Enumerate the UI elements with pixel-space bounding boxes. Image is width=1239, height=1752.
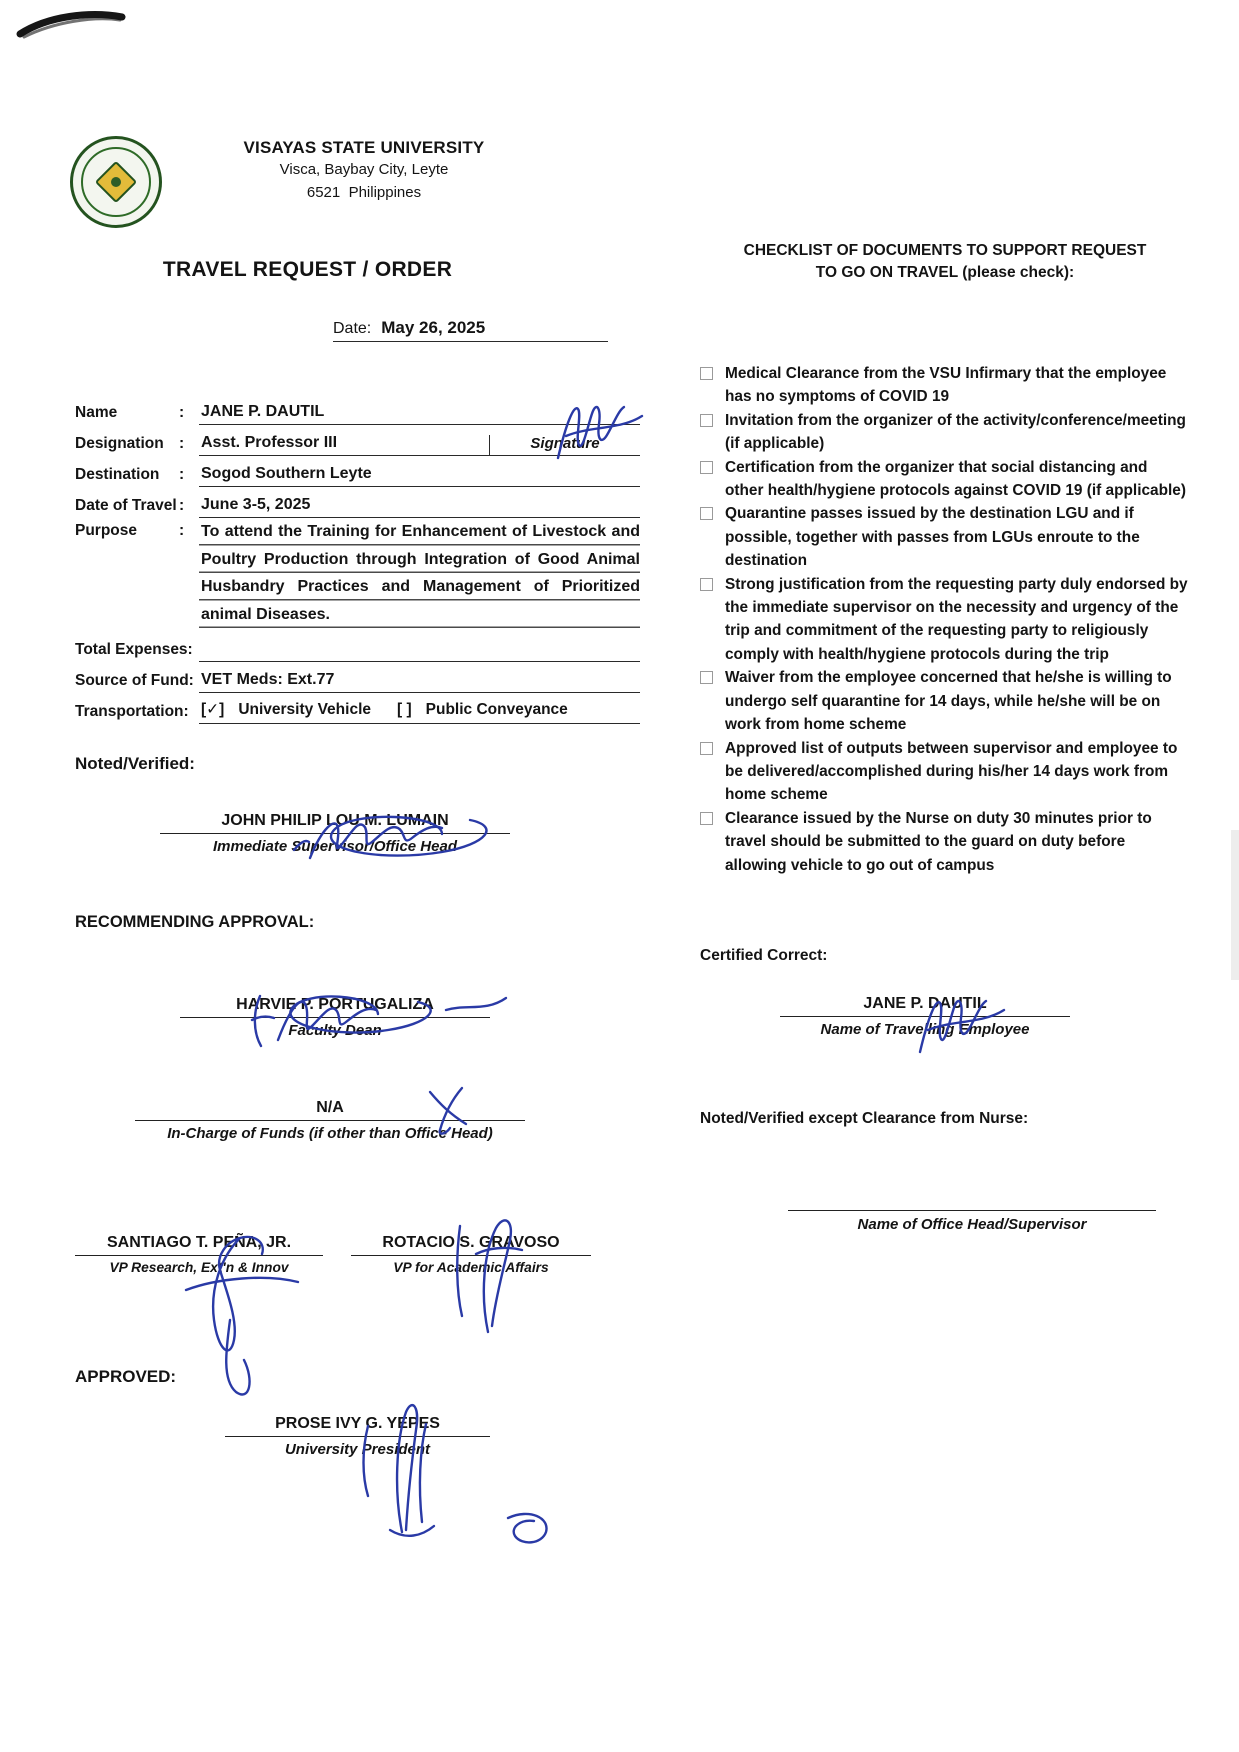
checklist-column [700, 240, 1190, 1233]
checklist-item-certification [700, 456, 1190, 503]
scan-smudge [1231, 830, 1239, 980]
approved-heading: APPROVED: [75, 1367, 177, 1386]
funds-incharge-role: In-Charge of Funds (if other than Office Head) [167, 1125, 493, 1142]
scan-artifact-mark [14, 6, 134, 46]
university-vehicle-checkbox[interactable]: [✓] [201, 701, 225, 718]
employee-signature-block [780, 995, 1070, 1038]
checklist-item-medical-clearance [700, 362, 1190, 409]
university-header [70, 136, 540, 228]
checkbox[interactable] [700, 742, 713, 755]
field-row-source-of-fund [75, 662, 640, 693]
funds-incharge-name: N/A [135, 1099, 525, 1121]
field-row-destination [75, 456, 640, 487]
supervisor-signature-block [160, 812, 510, 855]
checkbox[interactable] [700, 507, 713, 520]
colon: : [179, 497, 185, 514]
university-address-line1: Visca, Baybay City, Leyte [279, 161, 449, 178]
noted-verified-heading: Noted/Verified: [75, 754, 195, 773]
date-value: May 26, 2025 [381, 318, 486, 337]
checklist-item-strong-justification [700, 573, 1190, 667]
travel-date-label: Date of Travel [75, 497, 177, 514]
checklist-item-text: Approved list of outputs between supervisor and employee to be delivered/accomplished during his/her 14 days work from home scheme [725, 739, 1178, 804]
checklist-item-text: Strong justification from the requesting party duly endorsed by the immediate supervisor on the necessity and urgency of the trip and commitment of the requesting party to religiously comply with health/hygiene protocols during the trip [725, 575, 1188, 663]
checkbox[interactable] [700, 461, 713, 474]
document-title: TRAVEL REQUEST / ORDER [162, 258, 453, 281]
checklist-item-quarantine-passes [700, 502, 1190, 572]
checklist-title-line1: CHECKLIST OF DOCUMENTS TO SUPPORT REQUEST [743, 242, 1147, 259]
university-address-line2: 6521 Philippines [306, 184, 422, 201]
checkbox[interactable] [700, 812, 713, 825]
office-head-signature-line: Name of Office Head/Supervisor [788, 1210, 1156, 1233]
vp-research-block [75, 1234, 323, 1275]
checklist [700, 362, 1190, 877]
vp-academic-block [351, 1234, 591, 1275]
field-row-name [75, 394, 640, 425]
colon: : [179, 435, 185, 452]
president-signature-block [225, 1415, 490, 1458]
name-label: Name [75, 404, 118, 421]
dean-signature-block [180, 996, 490, 1039]
source-of-fund-label: Source of Fund: [75, 672, 194, 689]
checklist-item-text: Waiver from the employee concerned that he/she is willing to undergo self quarantine for 14 days, while he/she will be on work from home scheme [725, 669, 1172, 734]
field-row-transportation [75, 693, 640, 724]
destination-label: Destination [75, 466, 160, 483]
checklist-item-text: Quarantine passes issued by the destination LGU and if possible, together with passes from LGUs enroute to the destination [725, 505, 1140, 570]
travel-form-column [75, 258, 640, 1458]
university-seal-logo [70, 136, 162, 228]
employee-role: Name of Travelling Employee [820, 1020, 1030, 1038]
employee-name: JANE P. DAUTIL [780, 995, 1070, 1017]
transportation-label: Transportation: [75, 703, 189, 720]
president-role: University President [284, 1441, 431, 1458]
colon: : [179, 404, 185, 421]
field-row-designation [75, 425, 640, 456]
purpose-value: To attend the Training for Enhancement of Livestock and Poultry Production through Integration of Good Animal Husbandry Practices and Management of Prioritized animal Diseases. [199, 518, 640, 631]
checkbox[interactable] [700, 414, 713, 427]
designation-label: Designation [75, 435, 164, 452]
supervisor-role: Immediate Supervisor/Office Head [213, 838, 457, 855]
checkbox[interactable] [700, 671, 713, 684]
transportation-options [199, 700, 640, 724]
vp-signature-row [75, 1234, 640, 1275]
signature-label: Signature [489, 435, 640, 456]
field-row-total-expenses [75, 631, 640, 662]
vp-research-name: SANTIAGO T. PEÑA, JR. [75, 1234, 323, 1256]
travel-date-value: June 3-5, 2025 [199, 496, 640, 518]
certified-correct-heading: Certified Correct: [700, 946, 828, 964]
checklist-item-nurse-clearance [700, 807, 1190, 877]
total-expenses-label: Total Expenses: [75, 641, 193, 658]
university-name: VISAYAS STATE UNIVERSITY [243, 138, 485, 157]
colon: : [179, 522, 185, 539]
checklist-item-waiver [700, 666, 1190, 736]
designation-value: Asst. Professor III [199, 434, 489, 456]
checklist-item-invitation [700, 409, 1190, 456]
public-conveyance-checkbox[interactable]: [ ] [397, 701, 412, 718]
vp-research-role: VP Research, Ext'n & Innov [109, 1260, 289, 1275]
dean-name: HARVIE P. PORTUGALIZA [180, 996, 490, 1018]
checklist-item-text: Medical Clearance from the VSU Infirmary that the employee has no symptoms of COVID 19 [725, 365, 1167, 406]
supervisor-name: JOHN PHILIP LOU M. LUMAIN [160, 812, 510, 834]
colon: : [179, 466, 185, 483]
recommending-approval-heading: RECOMMENDING APPROVAL: [75, 913, 315, 931]
signature-prose-loop [500, 1506, 558, 1552]
president-name: PROSE IVY G. YEPES [225, 1415, 490, 1437]
checkbox[interactable] [700, 367, 713, 380]
checkbox[interactable] [700, 578, 713, 591]
field-row-purpose [75, 518, 640, 631]
checklist-item-text: Certification from the organizer that social distancing and other health/hygiene protocols against COVID 19 (if applicable) [725, 458, 1186, 500]
checklist-item-approved-outputs [700, 737, 1190, 807]
funds-incharge-block [135, 1099, 525, 1142]
public-conveyance-label: Public Conveyance [425, 701, 568, 718]
date-field [333, 318, 608, 342]
name-value: JANE P. DAUTIL [199, 403, 640, 425]
form-fields [75, 394, 640, 724]
checklist-item-text: Clearance issued by the Nurse on duty 30 minutes prior to travel should be submitted to the guard on duty before allowing vehicle to go out of campus [725, 809, 1152, 874]
purpose-label: Purpose [75, 522, 138, 539]
total-expenses-value [199, 658, 640, 662]
checklist-title [700, 240, 1190, 284]
checklist-title-line2: TO GO ON TRAVEL (please check): [815, 264, 1075, 281]
checklist-item-text: Invitation from the organizer of the activity/conference/meeting (if applicable) [725, 411, 1186, 453]
date-label: Date: [333, 320, 372, 337]
noted-except-nurse-heading: Noted/Verified except Clearance from Nurse: [700, 1109, 1029, 1127]
dean-role: Faculty Dean [288, 1022, 382, 1039]
destination-value: Sogod Southern Leyte [199, 465, 640, 487]
university-vehicle-label: University Vehicle [238, 701, 371, 718]
field-row-travel-date [75, 487, 640, 518]
vp-academic-role: VP for Academic Affairs [393, 1260, 549, 1275]
source-of-fund-value: VET Meds: Ext.77 [199, 671, 640, 693]
vp-academic-name: ROTACIO S. GRAVOSO [351, 1234, 591, 1256]
